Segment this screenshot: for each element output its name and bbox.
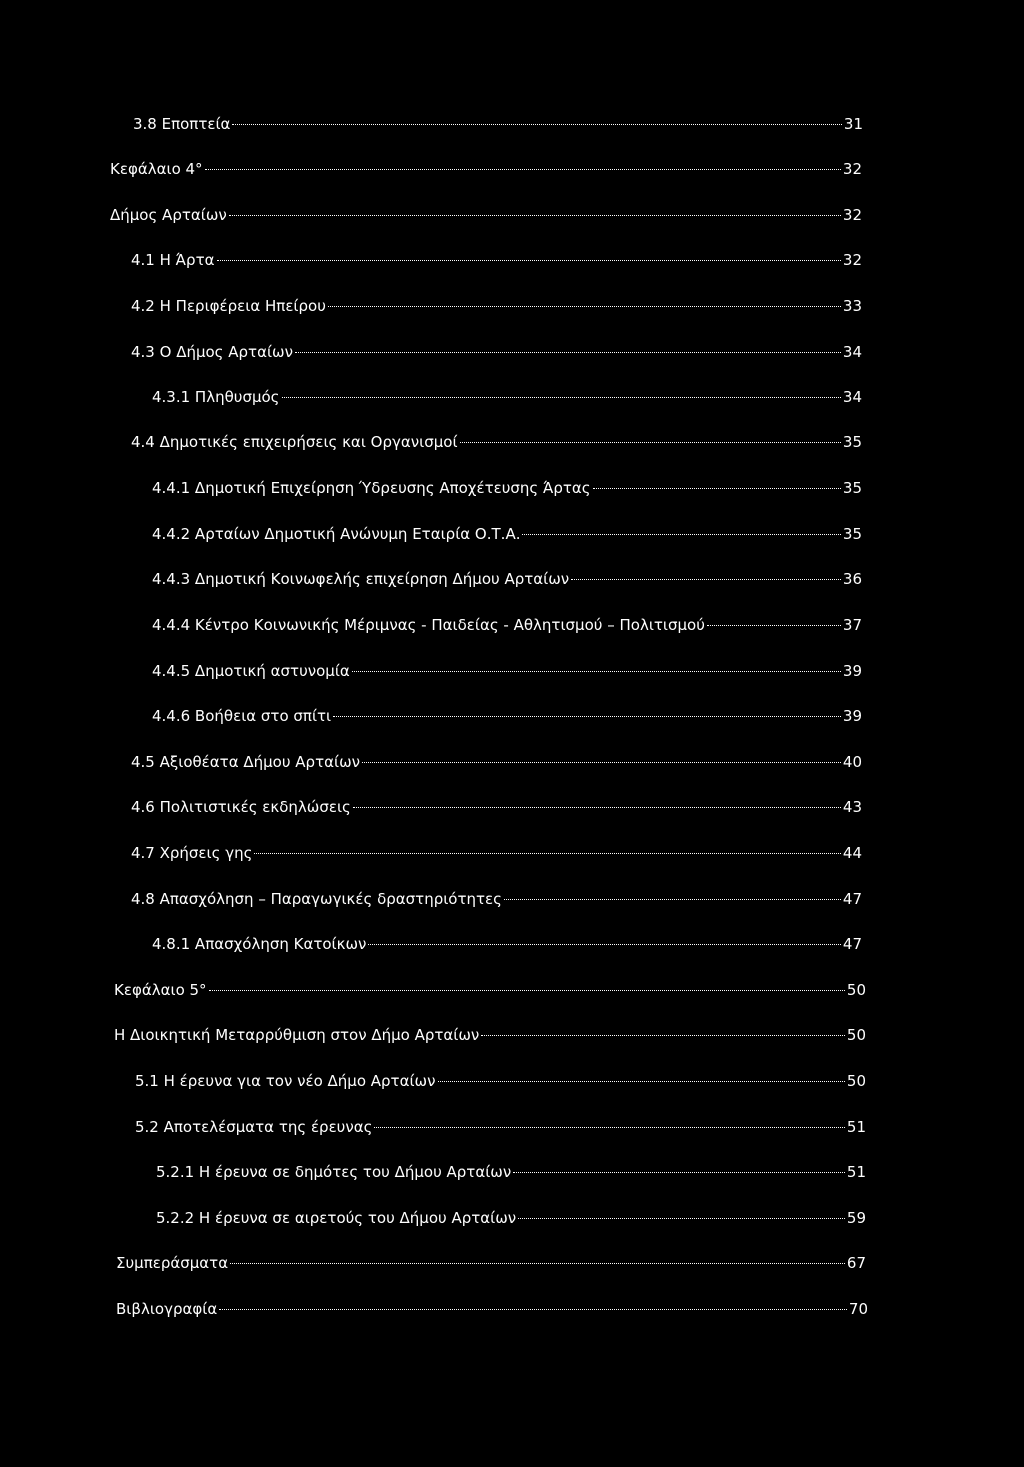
toc-leader-dots xyxy=(209,990,845,991)
toc-entry-page: 70 xyxy=(848,1300,868,1318)
toc-entry-page: 32 xyxy=(842,251,862,269)
toc-entry xyxy=(131,795,862,819)
toc-entry xyxy=(152,932,862,956)
toc-entry xyxy=(131,340,862,364)
toc-entry-title: 4.3.1 Πληθυσμός xyxy=(152,388,280,406)
toc-entry-title: 4.7 Χρήσεις γης xyxy=(131,844,253,862)
toc-leader-dots xyxy=(229,215,841,216)
toc-entry-page: 51 xyxy=(846,1118,866,1136)
toc-leader-dots xyxy=(353,807,841,808)
toc-entry-page: 40 xyxy=(842,753,862,771)
toc-entry xyxy=(114,978,866,1002)
toc-entry-title: 4.2 Η Περιφέρεια Ηπείρου xyxy=(131,297,326,315)
toc-entry xyxy=(152,567,862,591)
toc-leader-dots xyxy=(522,534,840,535)
toc-entry-title: Δήμος Αρταίων xyxy=(110,206,227,224)
toc-leader-dots xyxy=(513,1172,845,1173)
toc-entry xyxy=(156,1160,866,1184)
toc-entry xyxy=(131,248,862,272)
toc-entry-page: 32 xyxy=(842,206,862,224)
toc-entry-page: 35 xyxy=(842,479,862,497)
toc-leader-dots xyxy=(352,671,841,672)
toc-leader-dots xyxy=(481,1035,845,1036)
toc-entry-page: 51 xyxy=(846,1163,866,1181)
toc-entry xyxy=(116,1297,868,1321)
toc-entry-page: 37 xyxy=(842,616,862,634)
toc-entry-title: 4.4.5 Δημοτική αστυνομία xyxy=(152,662,350,680)
toc-entry-title: 4.8.1 Απασχόληση Κατοίκων xyxy=(152,935,367,953)
toc-entry-page: 59 xyxy=(846,1209,866,1227)
toc-entry-page: 35 xyxy=(842,525,862,543)
toc-leader-dots xyxy=(282,397,841,398)
toc-entry xyxy=(131,887,862,911)
toc-entry-page: 50 xyxy=(846,1072,866,1090)
toc-entry xyxy=(152,659,862,683)
toc-entry-title: 4.6 Πολιτιστικές εκδηλώσεις xyxy=(131,798,351,816)
toc-entry-title: 4.4.3 Δημοτική Κοινωφελής επιχείρηση Δήμου Αρταίων xyxy=(152,570,570,588)
toc-entry-page: 31 xyxy=(843,115,863,133)
toc-entry xyxy=(110,203,862,227)
toc-entry-title: 4.4.4 Κέντρο Κοινωνικής Μέριμνας - Παιδείας - Αθλητισμού – Πολιτισμού xyxy=(152,616,705,634)
toc-entry-title: 5.1 Η έρευνα για τον νέο Δήμο Αρταίων xyxy=(135,1072,436,1090)
toc-entry xyxy=(152,613,862,637)
toc-leader-dots xyxy=(707,625,841,626)
toc-entry xyxy=(131,750,862,774)
toc-entry xyxy=(114,1023,866,1047)
toc-entry-page: 39 xyxy=(842,707,862,725)
toc-entry xyxy=(152,476,862,500)
toc-entry-title: 4.8 Απασχόληση – Παραγωγικές δραστηριότητες xyxy=(131,890,502,908)
toc-leader-dots xyxy=(328,306,841,307)
toc-leader-dots xyxy=(460,442,841,443)
toc-entry-page: 34 xyxy=(842,388,862,406)
toc-leader-dots xyxy=(438,1081,845,1082)
toc-entry xyxy=(131,841,862,865)
toc-entry-title: 4.3 Ο Δήμος Αρταίων xyxy=(131,343,293,361)
toc-entry xyxy=(110,157,862,181)
toc-leader-dots xyxy=(295,352,841,353)
toc-entry-title: Βιβλιογραφία xyxy=(116,1300,218,1318)
toc-entry xyxy=(135,1069,866,1093)
toc-leader-dots xyxy=(333,716,841,717)
toc-entry xyxy=(131,294,862,318)
toc-entry-page: 39 xyxy=(842,662,862,680)
toc-entry-title: 5.2.1 Η έρευνα σε δημότες του Δήμου Αρταίων xyxy=(156,1163,512,1181)
toc-entry-page: 47 xyxy=(842,890,862,908)
toc-entry-page: 50 xyxy=(846,981,866,999)
toc-entry-title: 3.8 Εποπτεία xyxy=(133,115,231,133)
toc-entry xyxy=(135,1115,866,1139)
toc-leader-dots xyxy=(219,1309,847,1310)
toc-entry xyxy=(152,522,862,546)
toc-entry xyxy=(152,704,862,728)
toc-entry-page: 67 xyxy=(846,1254,866,1272)
toc-entry-title: Κεφάλαιο 4° xyxy=(110,160,203,178)
toc-entry-title: Συμπεράσματα xyxy=(116,1254,229,1272)
toc-entry xyxy=(152,385,862,409)
toc-entry-page: 44 xyxy=(842,844,862,862)
toc-leader-dots xyxy=(232,124,841,125)
toc-entry-page: 47 xyxy=(842,935,862,953)
toc-leader-dots xyxy=(217,260,841,261)
toc-leader-dots xyxy=(368,944,840,945)
toc-entry xyxy=(131,430,862,454)
toc-leader-dots xyxy=(593,488,841,489)
toc-leader-dots xyxy=(205,169,841,170)
toc-leader-dots xyxy=(362,762,841,763)
toc-entry-title: 4.4.6 Βοήθεια στο σπίτι xyxy=(152,707,332,725)
toc-entry-page: 32 xyxy=(842,160,862,178)
toc-leader-dots xyxy=(230,1263,845,1264)
toc-entry-page: 33 xyxy=(842,297,862,315)
toc-leader-dots xyxy=(504,899,841,900)
toc-entry-title: 5.2.2 Η έρευνα σε αιρετούς του Δήμου Αρταίων xyxy=(156,1209,517,1227)
toc-entry xyxy=(116,1251,866,1275)
toc-entry-title: 4.4.1 Δημοτική Επιχείρηση Ύδρευσης Αποχέτευσης Άρτας xyxy=(152,479,591,497)
toc-entry-page: 50 xyxy=(846,1026,866,1044)
toc-entry-title: 4.1 Η Άρτα xyxy=(131,251,215,269)
toc-entry-page: 36 xyxy=(842,570,862,588)
toc-entry-page: 34 xyxy=(842,343,862,361)
toc-entry xyxy=(156,1206,866,1230)
toc-entry-page: 43 xyxy=(842,798,862,816)
toc-entry-title: 4.5 Αξιοθέατα Δήμου Αρταίων xyxy=(131,753,361,771)
toc-entry-title: 4.4.2 Αρταίων Δημοτική Ανώνυμη Εταιρία Ο.Τ.Α. xyxy=(152,525,521,543)
toc-leader-dots xyxy=(374,1127,844,1128)
toc-leader-dots xyxy=(571,579,841,580)
toc-leader-dots xyxy=(254,853,841,854)
toc-entry-title: 4.4 Δημοτικές επιχειρήσεις και Οργανισμοί xyxy=(131,433,458,451)
toc-entry-title: Η Διοικητική Μεταρρύθμιση στον Δήμο Αρταίων xyxy=(114,1026,480,1044)
toc-entry-title: Κεφάλαιο 5° xyxy=(114,981,207,999)
toc-entry xyxy=(133,112,863,136)
toc-leader-dots xyxy=(518,1218,845,1219)
toc-entry-page: 35 xyxy=(842,433,862,451)
toc-entry-title: 5.2 Αποτελέσματα της έρευνας xyxy=(135,1118,373,1136)
